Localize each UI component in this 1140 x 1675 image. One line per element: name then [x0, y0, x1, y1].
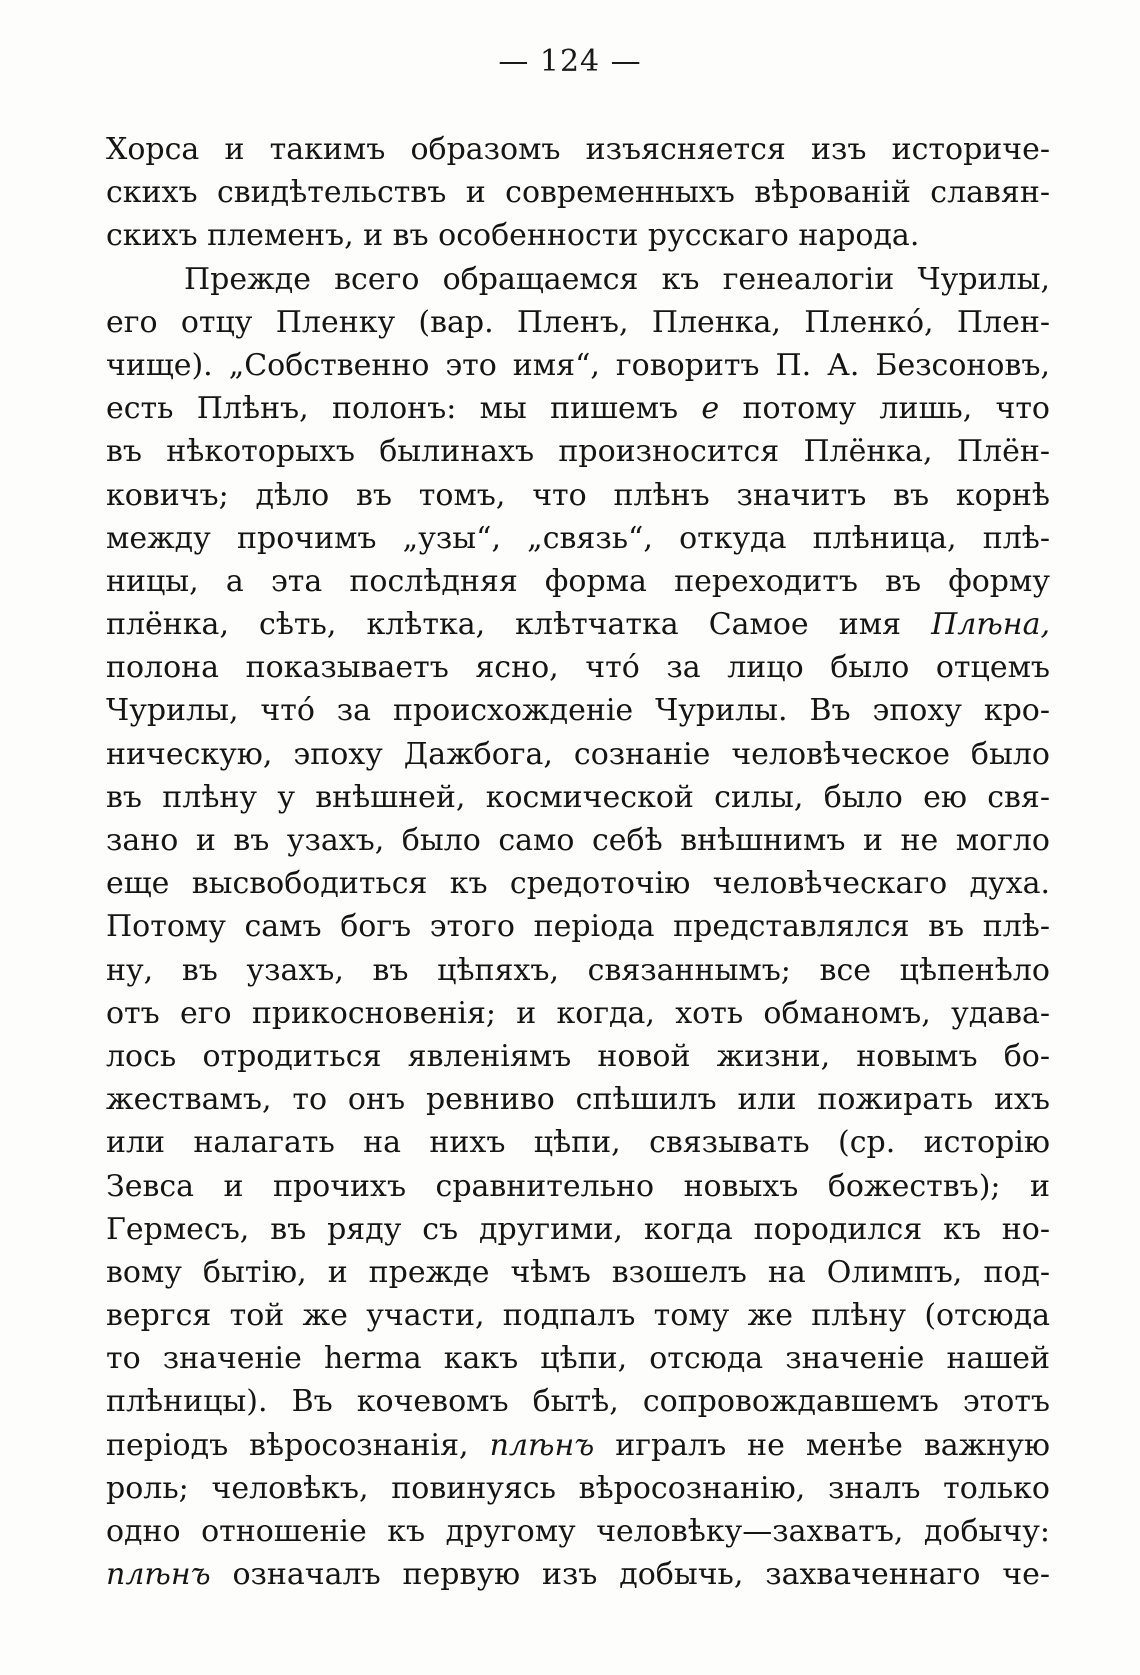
- text-line: Зевса и прочихъ сравнительно новыхъ божествъ); и: [106, 1168, 1050, 1204]
- text-line: въ плѣну у внѣшней, космической силы, было ею свя-: [106, 779, 1050, 815]
- text-line: ковичъ; дѣло въ томъ, что плѣнъ значитъ въ корнѣ: [106, 477, 1050, 513]
- text-line: или налагать на нихъ цѣпи, связывать (ср. исторію: [106, 1125, 1050, 1161]
- text-segment: есть Плѣнъ, полонъ: мы пишемъ: [106, 391, 702, 427]
- text-line: отъ его прикосновенія; и когда, хоть обманомъ, удава-: [106, 995, 1050, 1031]
- text-segment: игралъ не менѣе важную: [594, 1427, 1050, 1463]
- text-line: чище). „Собственно это имя“, говоритъ П. А. Безсоновъ,: [106, 347, 1050, 383]
- text-line: Хорса и такимъ образомъ изъясняется изъ историче-: [106, 132, 1050, 167]
- text-line: его отцу Пленку (вар. Пленъ, Пленка, Пленкó, Плен-: [106, 304, 1050, 340]
- italic-word: е: [701, 391, 720, 427]
- italic-word: плѣнъ: [489, 1427, 595, 1463]
- text-line: скихъ свидѣтельствъ и современныхъ вѣрованій славян-: [106, 175, 1050, 211]
- text-line: вергся той же участи, подпалъ тому же плѣну (отсюда: [106, 1298, 1050, 1334]
- text-line: вому бытію, и прежде чѣмъ взошелъ на Олимпъ, под-: [106, 1254, 1050, 1290]
- text-line: [106, 1424, 1050, 1467]
- text-line: еще высвободиться къ средоточію человѣческаго духа.: [106, 866, 1050, 902]
- text-segment: періодъ вѣросознанія,: [106, 1427, 490, 1463]
- text-line: Прежде всего обращаемся къ генеалогіи Чурилы,: [184, 261, 1050, 297]
- text-line: [106, 387, 1050, 430]
- text-line: Потому самъ богъ этого періода представлялся въ плѣ-: [106, 909, 1050, 945]
- text-line: роль; человѣкъ, повинуясь вѣросознанію, зналъ только: [106, 1470, 1050, 1506]
- italic-word: плѣнъ: [106, 1557, 211, 1593]
- text-line: между прочимъ „узы“, „связь“, откуда плѣница, плѣ-: [106, 520, 1050, 556]
- text-line: ницы, а эта послѣдняя форма переходитъ въ форму: [106, 563, 1050, 599]
- text-line: жествамъ, то онъ ревниво спѣшилъ или пожирать ихъ: [106, 1082, 1050, 1118]
- text-line: зано и въ узахъ, было само себѣ внѣшнимъ и не могло: [106, 823, 1050, 858]
- text-line: одно отношеніе къ другому человѣку—захватъ, добычу:: [106, 1514, 1050, 1549]
- text-line: полона показываетъ ясно, чтó за лицо было отцемъ: [106, 650, 1050, 686]
- text-segment: означалъ первую изъ добычь, захваченнаго че-: [210, 1557, 1050, 1593]
- text-line: скихъ племенъ, и въ особенности русскаго народа.: [106, 218, 920, 254]
- italic-word: Плѣна,: [931, 607, 1050, 643]
- page-number: — 124 —: [498, 44, 642, 79]
- body-text: [106, 128, 1050, 1596]
- text-line: лось отродиться явленіямъ новой жизни, новымъ бо-: [106, 1038, 1050, 1074]
- text-segment: потому лишь, что: [719, 391, 1050, 427]
- text-segment: плёнка, сѣть, клѣтка, клѣтчатка Самое имя: [106, 607, 932, 643]
- text-line: [106, 603, 1050, 646]
- text-line: то значеніе herma какъ цѣпи, отсюда значеніе нашей: [106, 1341, 1050, 1377]
- text-line: въ нѣкоторыхъ былинахъ произносится Плёнка, Плён-: [106, 434, 1050, 470]
- text-line: плѣницы). Въ кочевомъ бытѣ, сопровождавшемъ этотъ: [106, 1384, 1050, 1420]
- text-line: [106, 1553, 1050, 1596]
- text-line: Чурилы, чтó за происхожденіе Чурилы. Въ эпоху кро-: [106, 693, 1050, 729]
- text-line: Гермесъ, въ ряду съ другими, когда породился къ но-: [106, 1211, 1050, 1247]
- text-line: ну, въ узахъ, въ цѣпяхъ, связаннымъ; все цѣпенѣло: [106, 952, 1050, 988]
- text-line: ническую, эпоху Дажбога, сознаніе человѣческое было: [106, 736, 1050, 772]
